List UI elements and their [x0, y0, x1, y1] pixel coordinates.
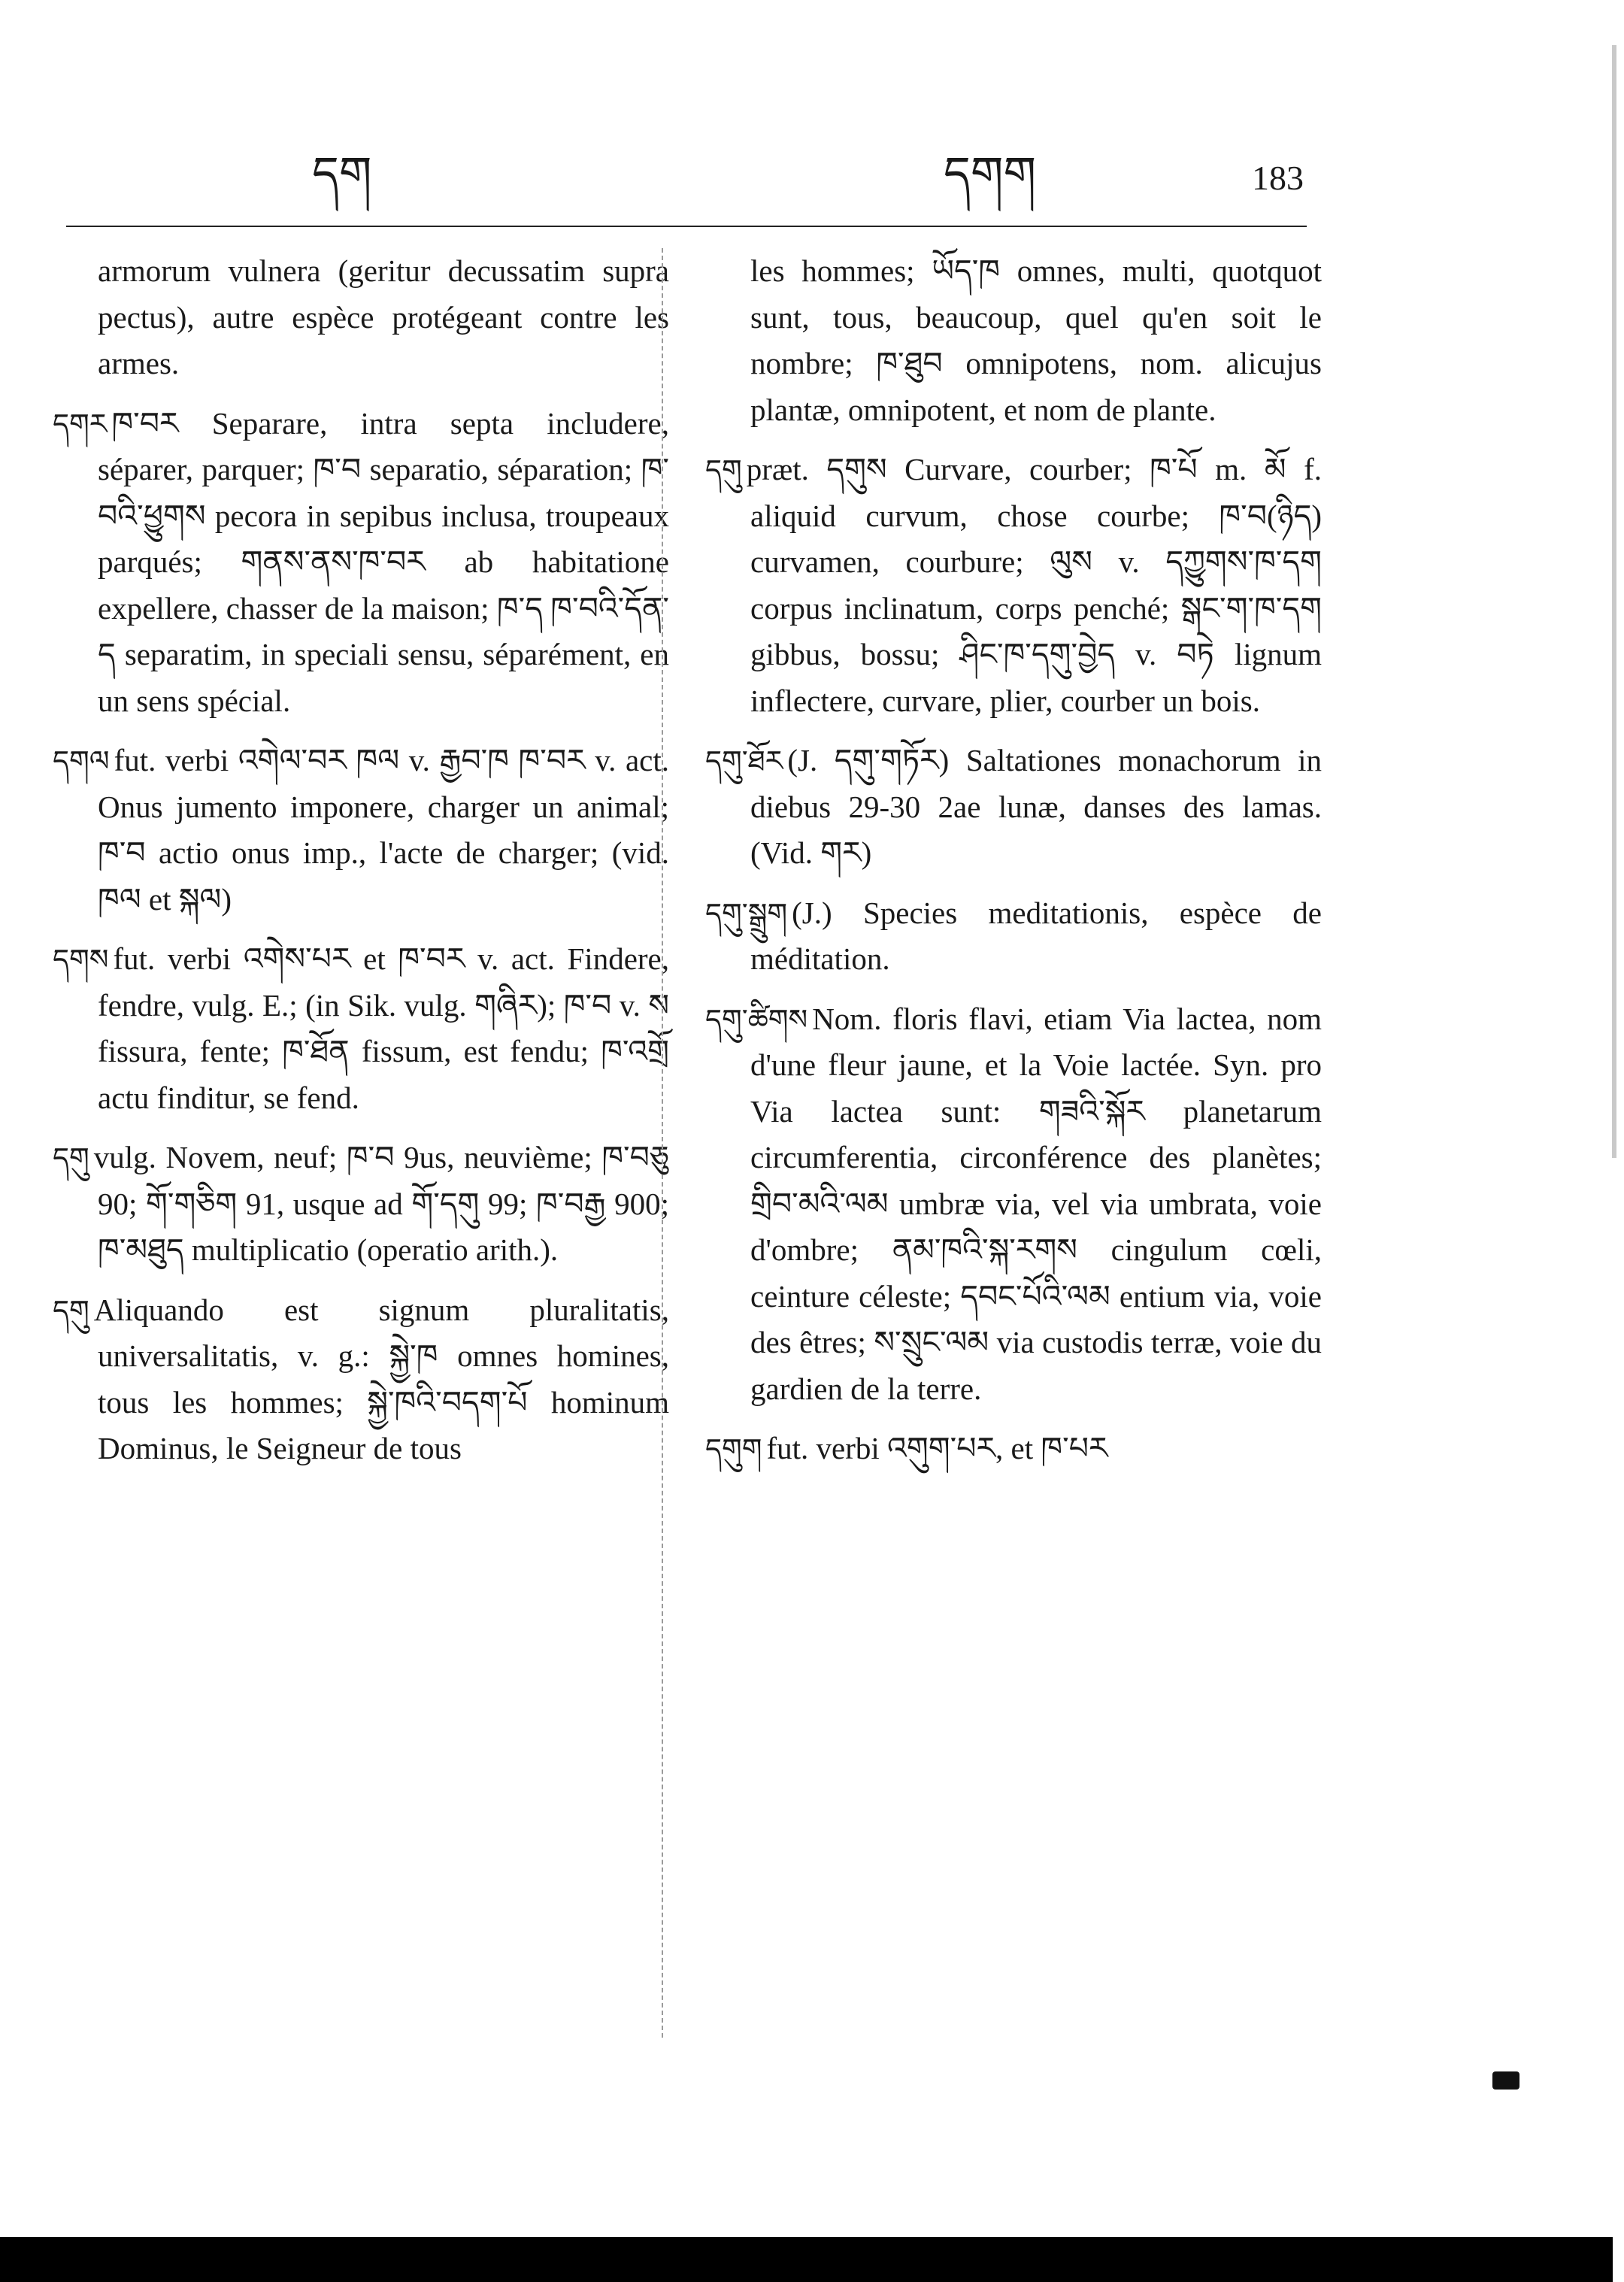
scan-border-bar [0, 2237, 1613, 2282]
entry [53, 1135, 669, 1274]
entry [705, 738, 1322, 877]
entry [53, 738, 669, 923]
entry-headword: དགུ [53, 1141, 89, 1174]
entry [53, 936, 669, 1121]
page-number: 183 [1252, 159, 1304, 197]
ink-blot [1492, 2071, 1519, 2090]
left-column [53, 248, 669, 1486]
entry [705, 447, 1322, 724]
header-rule [66, 226, 1307, 227]
entry-headword: དགལ [53, 744, 110, 777]
entry [705, 1426, 1322, 1472]
entry-headword: དགུ་སྒྲུག [705, 896, 788, 930]
entry [53, 1287, 669, 1472]
entry-headword: དགས [53, 943, 109, 976]
entry-headword: དགུ་ཐོར [705, 744, 783, 777]
left-running-head: དག [312, 146, 372, 201]
entry-continuation [98, 248, 669, 387]
entry-text: fut. verbi འགེས་པར et ཁ་བར v. act. Findere, fendre, vulg. E.; (in Sik. vulg. གཞིར); ཁ་བ v. ས fissura, fente; ཁ་ཐོན fissum, est fendu; ཁ་འགྲོ actu finditur, se fend. [98, 941, 669, 1115]
entry [705, 890, 1322, 983]
entry-text: fut. verbi འགེལ་བར ཁལ v. རྒྱབ་ཁ ཁ་བར v. act. Onus jumento imponere, charger un animal; ཁ་བ actio onus imp., l'acte de charger; (vid. ཁལ et སྐལ) [98, 743, 669, 917]
entry-text: (J. དགུ་གཏོར) Saltationes monachorum in diebus 29-30 2ae lunæ, danses des lamas. (Vid. གར) [750, 743, 1322, 870]
entry-text: vulg. Novem, neuf; ཁ་བ 9us, neuvième; ཁ་བཅུ 90; གོ་གཅིག 91, usque ad གོ་དགུ 99; ཁ་བརྒྱ 900; ཁ་མཐུད multiplicatio (operatio arith.). [93, 1140, 669, 1267]
entry-text: ཁ་བར Separare, intra septa includere, séparer, parquer; ཁ་བ separatio, séparation; ཁ་བའི་ཕྱུགས pecora in sepibus inclusa, troupeaux parqués; གནས་ནས་ཁ་བར ab habitatione expellere, chasser de la maison; ཁ་ད ཁ་བའི་དོན་ད separatim, in speciali sensu, séparément, en un sens spécial. [98, 405, 669, 718]
column-divider [662, 248, 663, 2038]
entry-continuation [750, 248, 1322, 433]
entry-text: les hommes; ཡོད་ཁ omnes, multi, quotquot sunt, tous, beaucoup, quel qu'en soit le nombre; ཁ་ཐུབ omnipotens, nom. alicujus plantæ, omnipotent, et nom de plante. [750, 253, 1322, 427]
entry [705, 996, 1322, 1413]
right-column [705, 248, 1322, 1486]
entry-text: Aliquando est signum pluralitatis, universalitatis, v. g.: སྐྱེ་ཁ omnes homines, tous les hommes; སྐྱེ་ཁའི་བདག་པོ hominum Dominus, le Seigneur de tous [93, 1292, 669, 1465]
entry-text: præt. དགུས Curvare, courber; ཁ་པོ m. མོ f. aliquid curvum, chose courbe; ཁ་བ(ཉིད) curvamen, courbure; ལུས v. དཀྱུགས་ཁ་དག corpus inclinatum, corps penché; སྒང་ག་ཁ་དག gibbus, bossu; ཤིང་ཁ་དགུ་བྱེད v. བཏེ lignum inflectere, curvare, plier, courber un bois. [746, 452, 1322, 718]
entry [53, 401, 669, 725]
entry-headword: དགུག [705, 1432, 762, 1465]
entry-headword: དགར [53, 407, 108, 441]
right-running-head: དགག [944, 146, 1037, 201]
entry-text: (J.) Species meditationis, espèce de méditation. [750, 895, 1322, 976]
entry-headword: དགུ [705, 453, 742, 486]
entry-headword: དགུ་ཚིགས [705, 1002, 808, 1036]
entry-text: Nom. floris flavi, etiam Via lactea, nom d'une fleur jaune, et la Voie lactée. Syn. pro Via lactea sunt: གཟའི་སྐོར planetarum circumferentia, circonférence des planètes; གྲིབ་མའི་ལམ umbræ via, vel via umbrata, voie d'ombre; ནམ་ཁའི་སྐ་རགས cingulum cœli, ceinture céleste; དབང་པོའི་ལམ entium via, voie des êtres; ས་སྲུང་ལམ via custodis terræ, voie du gardien de la terre. [750, 1001, 1322, 1406]
entry-headword: དགུ [53, 1293, 89, 1327]
page-edge-shadow [1612, 45, 1616, 1158]
entry-text: armorum vulnera (geritur decussatim supra pectus), autre espèce protégeant contre les armes. [98, 253, 669, 380]
entry-text: fut. verbi འགུག་པར, et ཁ་པར [766, 1431, 1108, 1465]
